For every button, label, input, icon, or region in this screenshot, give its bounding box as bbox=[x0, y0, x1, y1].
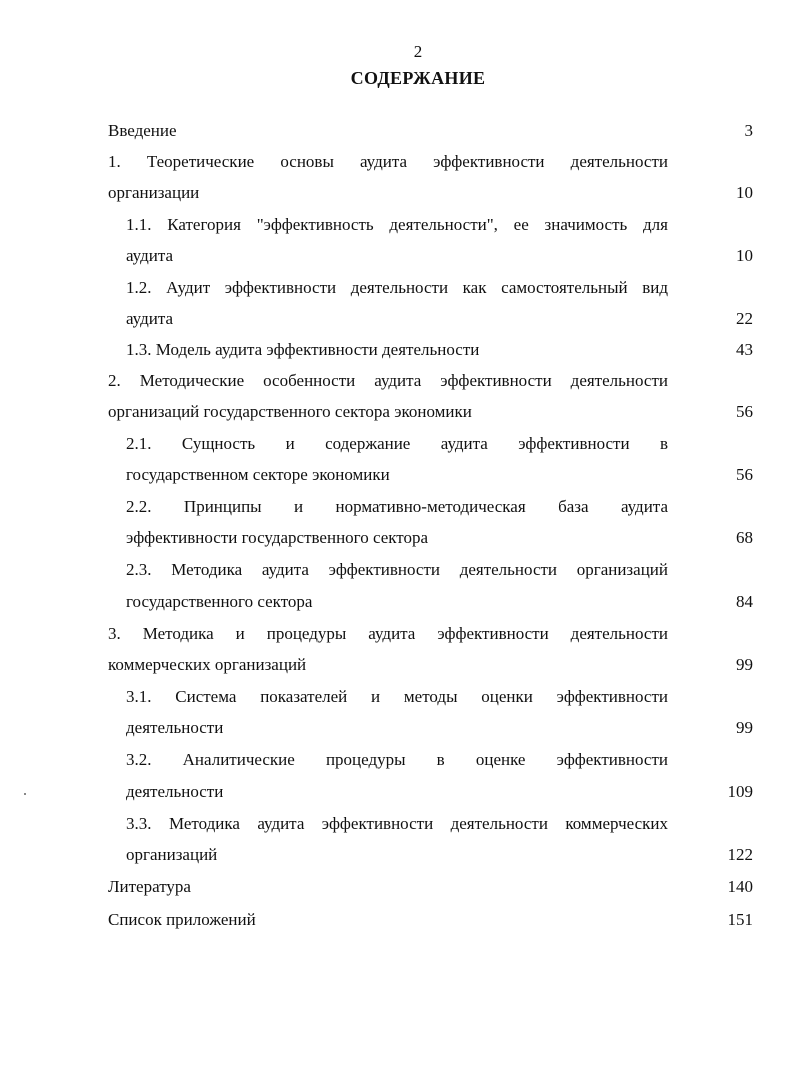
toc-entry-text: 1.1. Категория "эффективность деятельности", ее значимость для bbox=[126, 215, 668, 234]
toc-entry-text: Список приложений bbox=[108, 910, 256, 929]
page-number: 2 bbox=[413, 42, 423, 61]
toc-entry-page: 22 bbox=[736, 309, 753, 328]
toc-entry-text: 2.3. Методика аудита эффективности деятельности организаций bbox=[126, 560, 668, 579]
toc-entry-page: 140 bbox=[727, 877, 753, 896]
toc-entry-text: организаций bbox=[126, 845, 218, 864]
toc-entry-text: деятельности bbox=[126, 782, 224, 801]
toc-entry-page: 10 bbox=[736, 246, 753, 265]
toc-entry-text: эффективности государственного сектора bbox=[126, 528, 429, 547]
toc-entry-text: аудита bbox=[126, 246, 174, 265]
toc-entry-text: 3.1. Система показателей и методы оценки эффективности bbox=[126, 687, 668, 706]
toc-entry-text: 2.1. Сущность и содержание аудита эффективности в bbox=[126, 434, 668, 453]
toc-entry-text: организации bbox=[108, 183, 200, 202]
toc-entry-text: 2. Методические особенности аудита эффективности деятельности bbox=[108, 371, 668, 390]
page-title: СОДЕРЖАНИЕ bbox=[350, 68, 486, 88]
toc-entry-text: Введение bbox=[108, 121, 177, 140]
toc-entry-text: 3.3. Методика аудита эффективности деятельности коммерческих bbox=[126, 814, 668, 833]
toc-entry-text: 1.3. Модель аудита эффективности деятельности bbox=[126, 340, 480, 359]
toc-entry-page: 56 bbox=[736, 465, 753, 484]
toc-entry-page: 68 bbox=[736, 528, 753, 547]
toc-entry-text: 2.2. Принципы и нормативно-методическая база аудита bbox=[126, 497, 668, 516]
toc-entry-page: 10 bbox=[736, 183, 753, 202]
toc-entry-text: 3.2. Аналитические процедуры в оценке эффективности bbox=[126, 750, 668, 769]
toc-entry-text: государственном секторе экономики bbox=[126, 465, 390, 484]
toc-entry-page: 109 bbox=[727, 782, 753, 801]
toc-entry-text: аудита bbox=[126, 309, 174, 328]
toc-entry-page: 3 bbox=[744, 121, 753, 140]
toc-entry-text: 3. Методика и процедуры аудита эффективности деятельности bbox=[108, 624, 668, 643]
toc-entry-text: государственного сектора bbox=[126, 592, 313, 611]
toc-entry-page: 56 bbox=[736, 402, 753, 421]
toc-entry-page: 151 bbox=[727, 910, 753, 929]
toc-entry-page: 99 bbox=[736, 655, 753, 674]
toc-entry-text: коммерческих организаций bbox=[108, 655, 307, 674]
toc-entry-text: 1. Теоретические основы аудита эффективности деятельности bbox=[108, 152, 668, 171]
toc-entry-text: 1.2. Аудит эффективности деятельности как самостоятельный вид bbox=[126, 278, 668, 297]
toc-entry-page: 122 bbox=[727, 845, 753, 864]
toc-entry-page: 43 bbox=[736, 340, 753, 359]
toc-entry-page: 99 bbox=[736, 718, 753, 737]
toc-entry-text: организаций государственного сектора экономики bbox=[108, 402, 472, 421]
toc-entry-text: деятельности bbox=[126, 718, 224, 737]
toc-entry-page: 84 bbox=[736, 592, 753, 611]
scan-speck bbox=[24, 793, 26, 795]
toc-entry-text: Литература bbox=[108, 877, 191, 896]
